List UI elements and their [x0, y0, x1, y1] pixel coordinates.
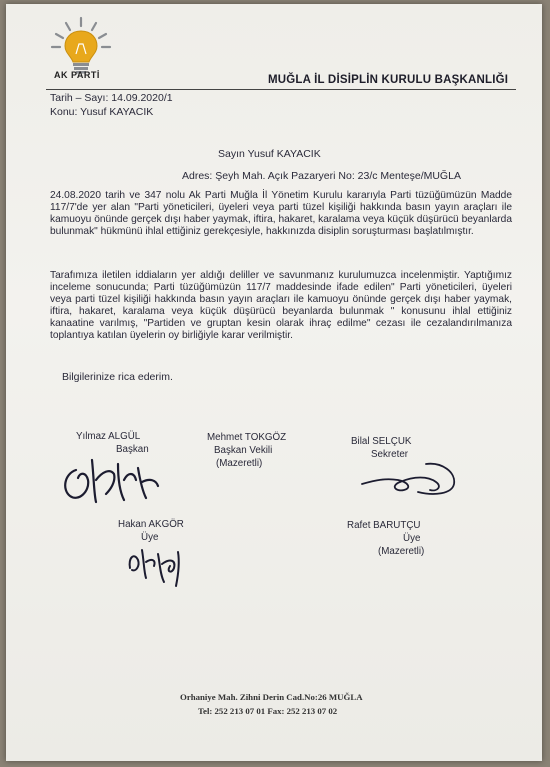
- subject-line: Konu: Yusuf KAYACIK: [50, 106, 154, 118]
- signatory-name: Rafet BARUTÇU: [347, 520, 421, 531]
- signatory-name: Mehmet TOKGÖZ: [207, 432, 287, 443]
- footer-contact: Tel: 252 213 07 01 Fax: 252 213 07 02: [198, 706, 338, 716]
- body-paragraph-2: Tarafımıza iletilen iddiaların yer aldığı deliller ve savunmanız kurulumuzca incelenmiştir. Yaptığımız inceleme sonucunda; Parti tüzüğümüzün 117/7 maddesinde ifade edilen" Parti yöneticileri, üyeleri veya parti tüzel kişiliği hakkında basın yayın araçları ile kamuoyu önünde gerçek dışı haber yaymak, iftira, hakaret, karalama veya küçük düşürücü beyanlarda bulunmak " konusunu ihlal ettiğiniz kanaatine varılmış, "Partiden ve gruptan kesin olarak ihraç edilme" cezası ile cezalandırılmanıza toplantıya katılan üyelerin oy birliğiyle karar verilmiştir.: [50, 270, 512, 341]
- closing-line: Bilgilerinize rica ederim.: [62, 371, 173, 383]
- signatory-name: Hakan AKGÖR: [118, 519, 184, 530]
- signatory-title: Üye: [403, 533, 421, 544]
- signatory-title: Başkan: [116, 444, 149, 455]
- date-number: Tarih – Sayı: 14.09.2020/1: [50, 92, 173, 104]
- signatory-name: Yılmaz ALGÜL: [76, 431, 141, 442]
- signature-mark: [356, 454, 466, 500]
- letter-page: [6, 4, 542, 761]
- recipient-address: Adres: Şeyh Mah. Açık Pazaryeri No: 23/c Menteşe/MUĞLA: [182, 170, 461, 182]
- office-title: MUĞLA İL DİSİPLİN KURULU BAŞKANLIĞI: [268, 74, 509, 86]
- party-name: AK PARTİ: [54, 70, 100, 80]
- body-paragraph-1: 24.08.2020 tarih ve 347 nolu Ak Parti Muğla İl Yönetim Kurulu kararıyla Parti tüzüğümüzün Madde 117/7'de yer alan "Parti yöneticileri, üyeleri veya parti tüzel kişiliği hakkında basın yayın araçları ile kamuoyu önünde gerçek dışı haber yaymak, iftira, hakaret, karalama veya küçük düşürücü beyanlarda bulunmak" hükmünü ihlal ettiğiniz gerekçesiyle, hakkınızda disiplin soruşturması başlatılmıştır.: [50, 190, 512, 237]
- footer-address: Orhaniye Mah. Zihni Derin Cad.No:26 MUĞLA: [180, 692, 363, 702]
- signatory-title: Sekreter: [371, 449, 409, 460]
- signatory-title: Üye: [141, 532, 159, 543]
- salutation: Sayın Yusuf KAYACIK: [218, 148, 321, 160]
- signatory-note: (Mazeretli): [378, 546, 425, 557]
- header-divider: [46, 89, 516, 90]
- signatory-note: (Mazeretli): [216, 458, 263, 469]
- signature-mark: [58, 450, 168, 512]
- signatory-name: Bilal SELÇUK: [351, 436, 412, 447]
- signatory-title: Başkan Vekili: [214, 445, 273, 456]
- signature-mark: [118, 534, 198, 590]
